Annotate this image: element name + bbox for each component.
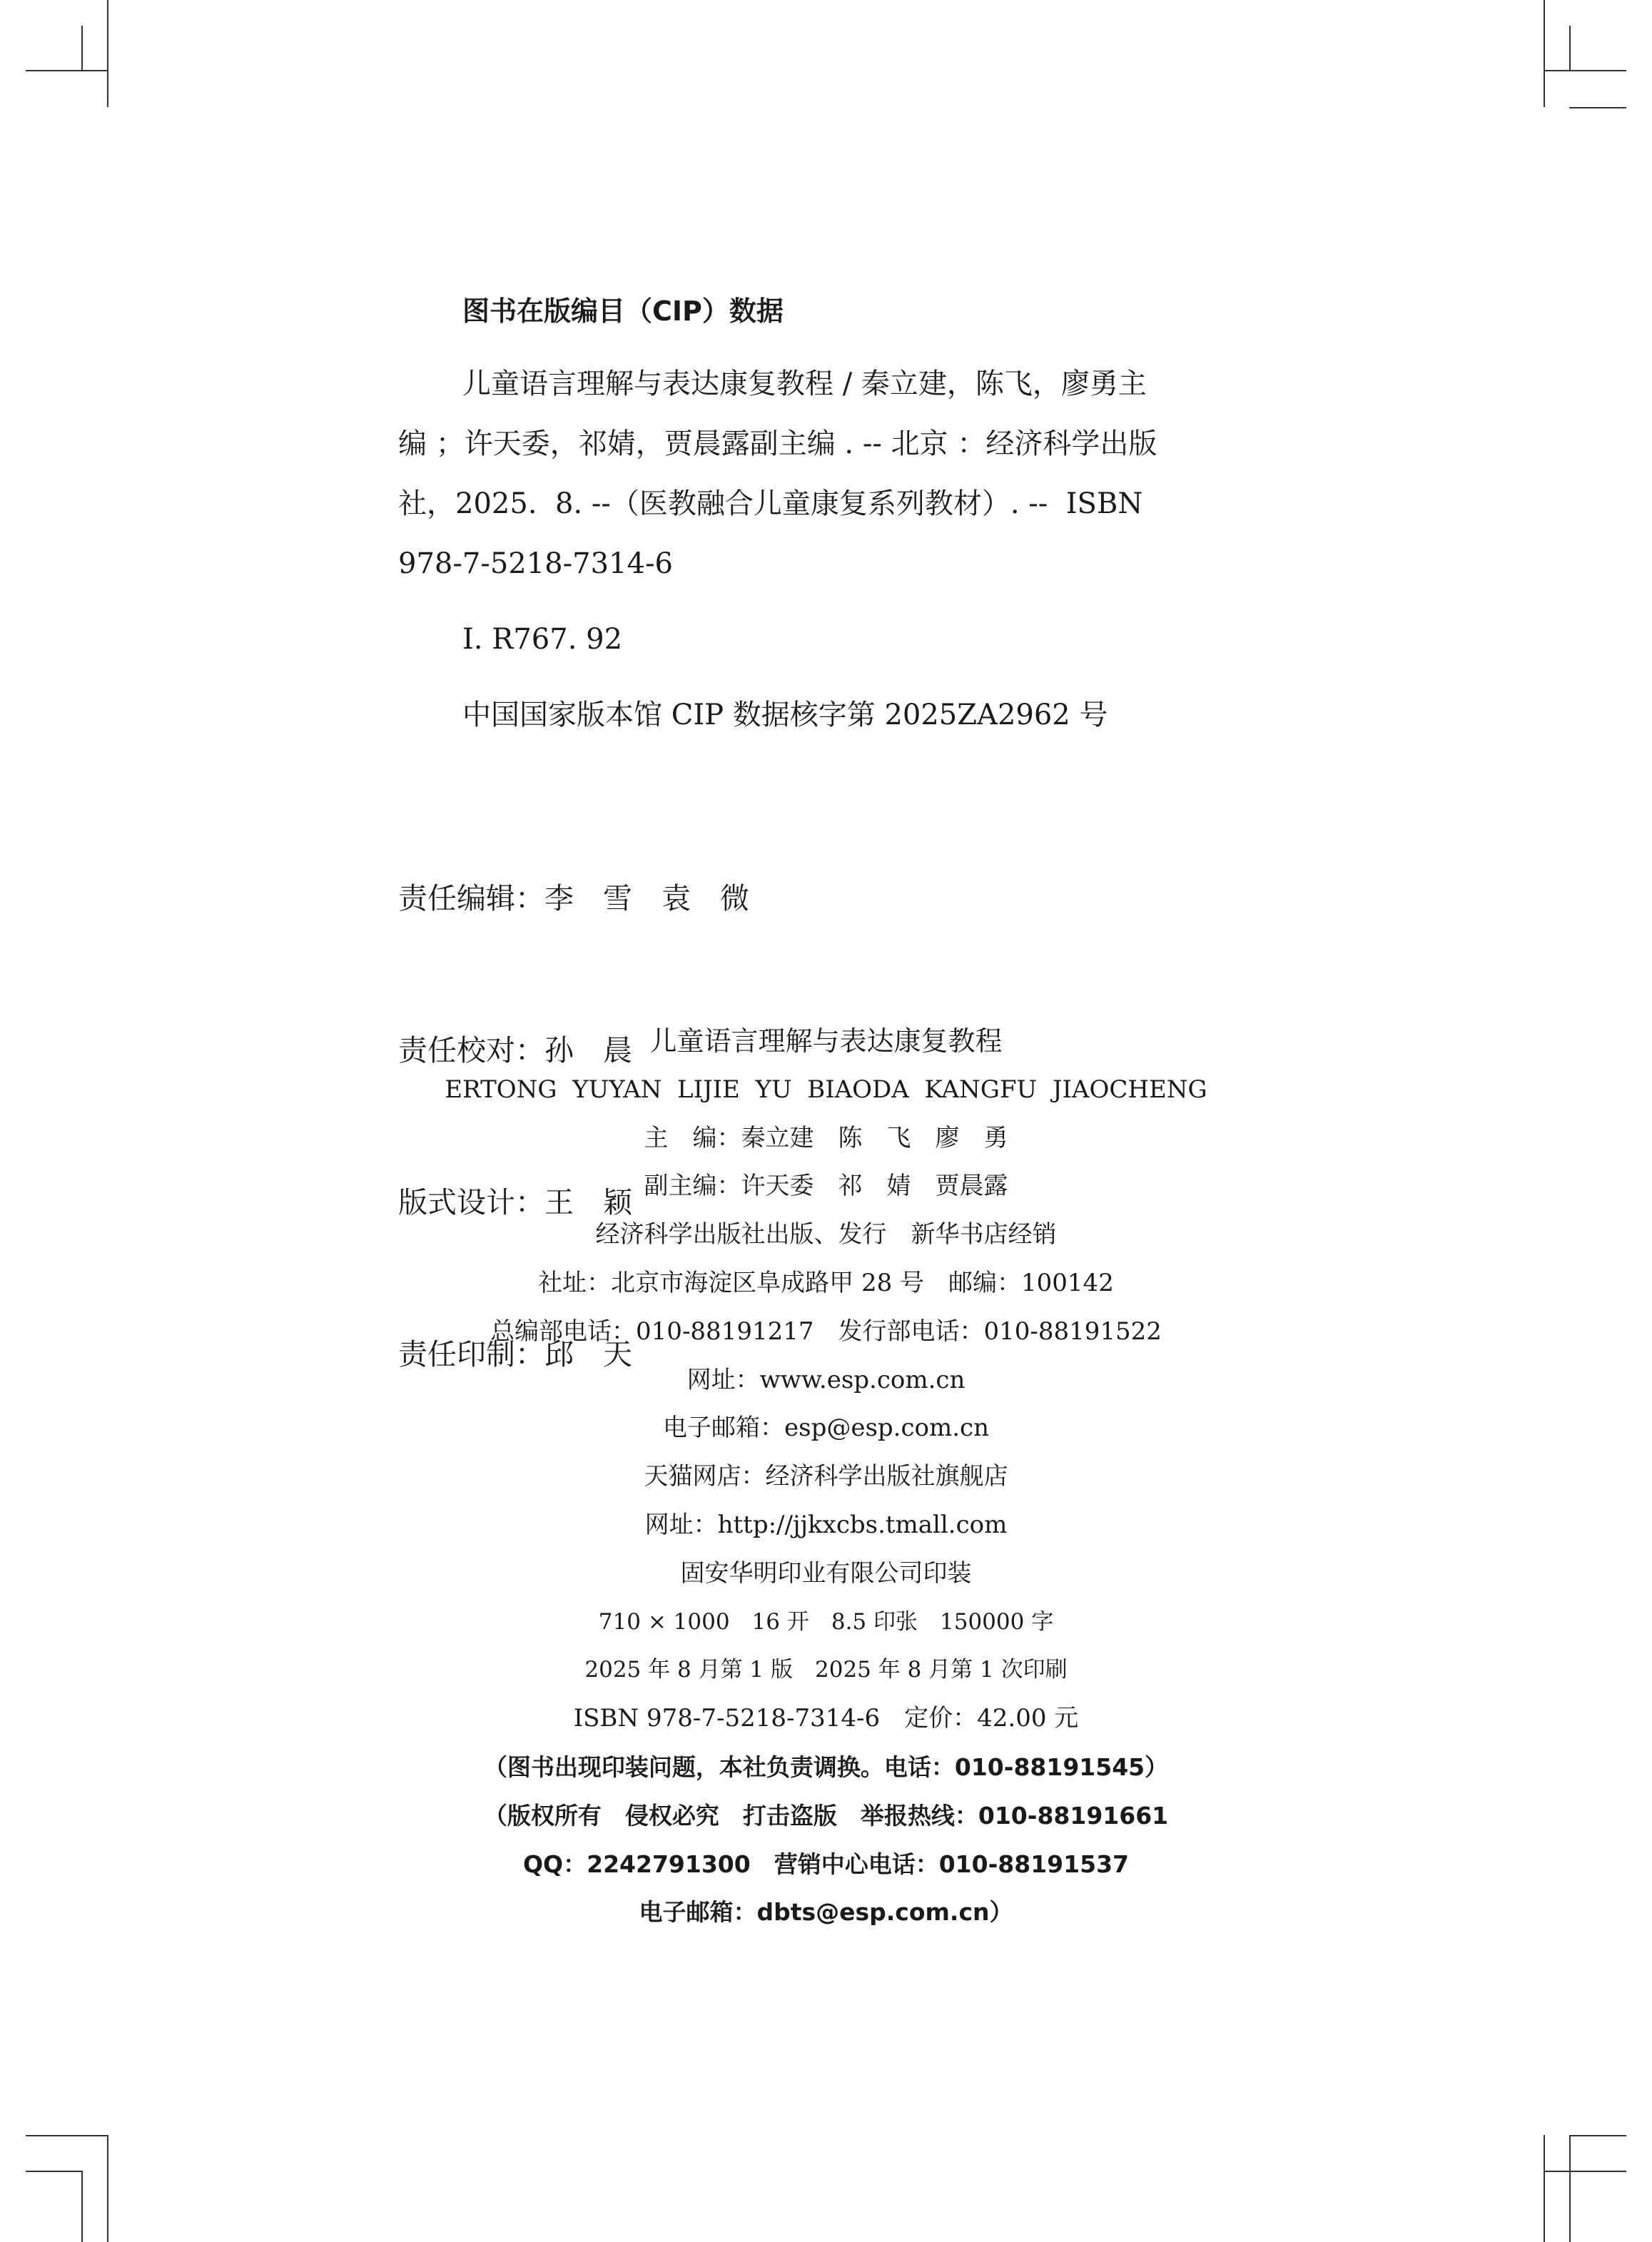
cip-classification: Ⅰ. R767. 92 — [462, 623, 623, 656]
deputy-editors: 副主编：许天委 祁 婧 贾晨露 — [644, 1172, 1008, 1201]
crop-mark-top-right-h — [1544, 70, 1626, 71]
crop-mark-bottom-left-v2 — [81, 2171, 83, 2242]
staff-line-proofreader: 责任校对：孙 晨 — [398, 1033, 632, 1067]
address-line: 社址：北京市海淀区阜成路甲 28 号 邮编：100142 — [538, 1268, 1114, 1297]
cip-entry: 儿童语言理解与表达康复教程 / 秦立建，陈飞，廖勇主编 ；许天委，祁婧，贾晨露副主编 . -- 北京 ：经济科学出版社，2025. 8. --（医教融合儿童康复系列教材）. -- ISBN 978-7-5218-7314-6 — [398, 367, 1157, 580]
crop-mark-bottom-right-v — [1544, 2135, 1545, 2242]
staff-line-print-manager: 责任印制：邱 天 — [398, 1337, 632, 1371]
crop-mark-bottom-left-h — [26, 2135, 107, 2136]
crop-mark-top-right-h2 — [1569, 107, 1626, 108]
cip-record — [398, 354, 1162, 745]
format-line: 710 × 1000 16 开 8.5 印张 150000 字 — [598, 1608, 1054, 1635]
crop-mark-top-left-v — [107, 0, 108, 107]
notice-line-4: 电子邮箱：dbts@esp.com.cn） — [639, 1898, 1013, 1927]
isbn-price-line: ISBN 978-7-5218-7314-6 定价：42.00 元 — [573, 1704, 1079, 1733]
crop-mark-top-right-v2 — [1569, 26, 1571, 71]
crop-mark-top-right-v — [1544, 0, 1545, 107]
staff-line-editor: 责任编辑：李 雪 袁 微 — [398, 881, 749, 915]
tmall-url-line: 网址：http://jjkxcbs.tmall.com — [644, 1510, 1008, 1539]
crop-mark-bottom-right-h — [1569, 2135, 1626, 2136]
chief-editors: 主 编：秦立建 陈 飞 廖 勇 — [644, 1123, 1008, 1152]
crop-mark-bottom-left-h2 — [26, 2171, 83, 2172]
book-title: 儿童语言理解与表达康复教程 — [649, 1025, 1003, 1057]
cip-number: 中国国家版本馆 CIP 数据核字第 2025ZA2962 号 — [462, 699, 1108, 731]
staff-line-layout-designer: 版式设计：王 颖 — [398, 1185, 632, 1219]
notice-line-3: QQ：2242791300 营销中心电话：010-88191537 — [523, 1850, 1129, 1878]
crop-mark-bottom-left-v — [107, 2135, 108, 2242]
crop-mark-bottom-right-v2 — [1569, 2135, 1571, 2242]
crop-mark-bottom-right-h2 — [1544, 2171, 1626, 2172]
tmall-store-line: 天猫网店：经济科学出版社旗舰店 — [644, 1462, 1008, 1491]
crop-mark-top-left-h — [26, 70, 107, 71]
notice-line-1: （图书出现印装问题，本社负责调换。电话：010-88191545） — [483, 1752, 1169, 1781]
edition-line: 2025 年 8 月第 1 版 2025 年 8 月第 1 次印刷 — [584, 1657, 1068, 1683]
notice-line-2: （版权所有 侵权必究 打击盗版 举报热线：010-88191661 — [483, 1801, 1169, 1830]
phone-line: 总编部电话：010-88191217 发行部电话：010-88191522 — [490, 1317, 1162, 1346]
email-line: 电子邮箱：esp@esp.com.cn — [663, 1414, 989, 1443]
imprint-block — [0, 1018, 1652, 1937]
crop-mark-top-left-v2 — [81, 26, 83, 71]
cip-heading: 图书在版编目（CIP）数据 — [462, 295, 784, 327]
website-line: 网址：www.esp.com.cn — [686, 1365, 966, 1394]
publisher-line: 经济科学出版社出版、发行 新华书店经销 — [595, 1220, 1057, 1249]
book-title-pinyin: ERTONG YUYAN LIJIE YU BIAODA KANGFU JIAOCHENG — [445, 1075, 1207, 1104]
printer-line: 固安华明印业有限公司印装 — [680, 1558, 972, 1588]
